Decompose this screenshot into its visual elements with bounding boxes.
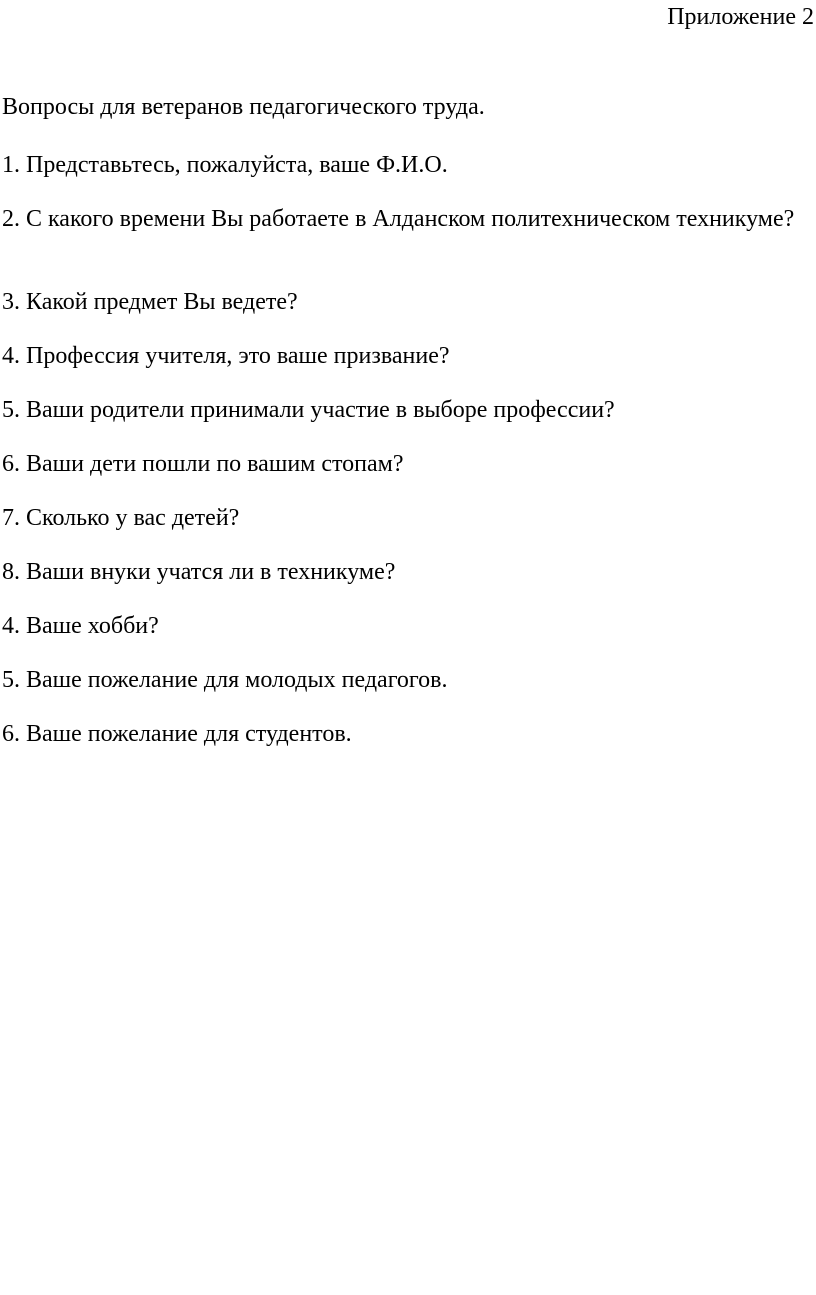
question-item: 2. С какого времени Вы работаете в Алданском политехническом техникуме? [2,206,795,232]
question-item: 7. Сколько у вас детей? [2,505,240,531]
question-item: 8. Ваши внуки учатся ли в техникуме? [2,559,396,585]
appendix-label: Приложение 2 [667,4,814,30]
question-item: 6. Ваше пожелание для студентов. [2,721,352,747]
question-item: 6. Ваши дети пошли по вашим стопам? [2,451,404,477]
question-item: 4. Ваше хобби? [2,613,159,639]
question-item: 1. Представьтесь, пожалуйста, ваше Ф.И.О. [2,152,448,178]
document-title: Вопросы для ветеранов педагогического труда. [2,94,485,120]
question-item: 5. Ваше пожелание для молодых педагогов. [2,667,448,693]
question-item: 5. Ваши родители принимали участие в выборе профессии? [2,397,615,423]
question-item: 4. Профессия учителя, это ваше призвание? [2,343,450,369]
question-item: 3. Какой предмет Вы ведете? [2,289,298,315]
